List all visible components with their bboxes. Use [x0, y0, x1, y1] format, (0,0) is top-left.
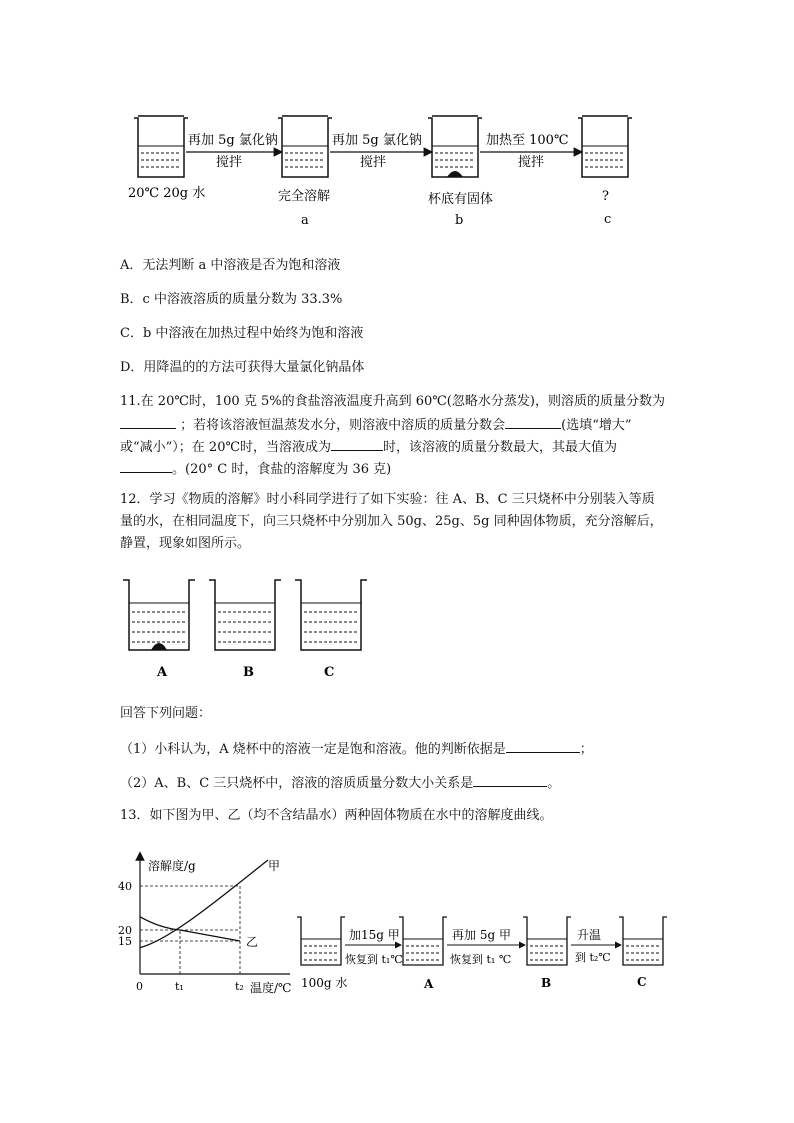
solubility-chart — [110, 850, 300, 1000]
beaker-C — [295, 580, 367, 650]
q11-blank-4[interactable] — [120, 458, 172, 473]
option-c: C．b 中溶液在加热过程中始终为饱和溶液 — [120, 326, 364, 341]
beaker-A-solid — [151, 643, 167, 650]
fig3-label-B: B — [541, 976, 552, 990]
fig1-beaker3-label: ? — [602, 189, 609, 204]
y-tick-15: 15 — [118, 935, 132, 948]
fig1-beaker2-label: 杯底有固体 — [428, 192, 494, 207]
q12-blank-2[interactable] — [473, 772, 547, 787]
fig1-beaker1-label: 完全溶解 — [278, 189, 331, 204]
fig1-beaker2-tag: b — [455, 213, 464, 228]
fig1-step3: 加热至 100℃ — [486, 133, 569, 148]
y-tick-20: 20 — [118, 924, 132, 937]
q12-line2: 量的水，在相同温度下，向三只烧杯中分别加入 50g、25g、5g 同种固体物质，充分溶解后， — [120, 514, 663, 529]
fig3-label-A: A — [424, 977, 434, 991]
fig1-step1: 再加 5g 氯化钠 — [188, 133, 278, 148]
fig3-step2: 再加 5g 甲 — [452, 928, 511, 942]
label-A: A — [157, 665, 168, 680]
x-tick-2: t₂ — [235, 980, 244, 993]
q12-line3: 静置，现象如图所示。 — [120, 536, 251, 551]
fig1-step2: 再加 5g 氯化钠 — [332, 133, 422, 148]
fig3-step1-sub: 恢复到 t₁℃ — [345, 953, 403, 966]
figure-3-beakers — [295, 905, 675, 995]
fig1-beaker1-tag: a — [301, 213, 309, 228]
beaker-B — [209, 580, 281, 650]
label-C: C — [324, 665, 335, 680]
fig1-step2-sub: 搅拌 — [360, 155, 387, 170]
fig1-step1-sub: 搅拌 — [216, 155, 243, 170]
fig3-label-C: C — [637, 975, 647, 989]
option-b: B．c 中溶液溶质的质量分数为 33.3% — [120, 292, 343, 307]
q11-line4: 。(20° C 时，食盐的溶解度为 36 克) — [120, 458, 391, 480]
fig1-beaker3-tag: c — [604, 212, 612, 227]
beaker-100g-water — [297, 917, 345, 965]
figure-2-beakers — [115, 570, 375, 685]
y-axis-label: 溶解度/g — [148, 859, 196, 873]
x-axis-label: 温度/℃ — [250, 981, 292, 995]
beaker-fig3-B — [523, 917, 571, 965]
fig3-step2-sub: 恢复到 t₁ ℃ — [450, 953, 512, 966]
origin-label: 0 — [136, 980, 143, 993]
option-d: D．用降温的的方法可获得大量氯化钠晶体 — [120, 360, 365, 375]
q11-line1: 11.在 20℃时，100 克 5%的食盐溶液温度升高到 60℃(忽略水分蒸发)，则溶质的质量分数为 — [120, 394, 665, 409]
fig3-step1: 加15g 甲 — [349, 928, 400, 942]
q12-sub2: （2）A、B、C 三只烧杯中，溶液的溶质质量分数大小关系是 。 — [120, 772, 560, 794]
q11-blank-1[interactable] — [120, 414, 176, 429]
fig3-start-label: 100g 水 — [301, 976, 348, 990]
beaker-b — [428, 116, 482, 177]
solid-precipitate — [447, 171, 463, 177]
fig3-step3-sub: 到 t₂℃ — [575, 951, 611, 964]
option-a: A．无法判断 a 中溶液是否为饱和溶液 — [120, 258, 341, 273]
beaker-fig3-A — [399, 917, 447, 965]
q11-line3: 或“减小”）；在 20℃时，当溶液成为 时，该溶液的质量分数最大，其最大值为 — [120, 436, 617, 458]
beaker-a — [278, 116, 332, 177]
q11-line2: ；若将该溶液恒温蒸发水分，则溶液中溶质的质量分数会 (选填“增大” — [120, 414, 632, 436]
q11-blank-3[interactable] — [331, 436, 383, 451]
q13-text: 13．如下图为甲、乙（均不含结晶水）两种固体物质在水中的溶解度曲线。 — [120, 808, 553, 823]
q12-line1: 12．学习《物质的溶解》时小科同学进行了如下实验：往 A、B、C 三只烧杯中分别装入等质 — [120, 492, 655, 507]
beaker-A — [123, 580, 195, 650]
beaker-c — [578, 116, 632, 177]
q12-sub1: （1）小科认为，A 烧杯中的溶液一定是饱和溶液。他的判断依据是 ； — [120, 738, 593, 760]
y-tick-40: 40 — [118, 880, 132, 893]
fig1-beaker0-label: 20℃ 20g 水 — [128, 186, 206, 201]
q12-answer-intro: 回答下列问题： — [120, 706, 212, 721]
fig3-step3: 升温 — [577, 928, 602, 942]
x-tick-1: t₁ — [175, 980, 184, 993]
q12-blank-1[interactable] — [506, 738, 580, 753]
beaker-fig3-C — [619, 917, 667, 965]
series-yi-label: 乙 — [246, 935, 259, 949]
series-jia-label: 甲 — [268, 859, 281, 873]
figure-1-beakers — [120, 100, 640, 235]
beaker-start — [134, 116, 188, 177]
q11-blank-2[interactable] — [505, 414, 561, 429]
label-B: B — [243, 665, 254, 680]
fig1-step3-sub: 搅拌 — [518, 155, 545, 170]
